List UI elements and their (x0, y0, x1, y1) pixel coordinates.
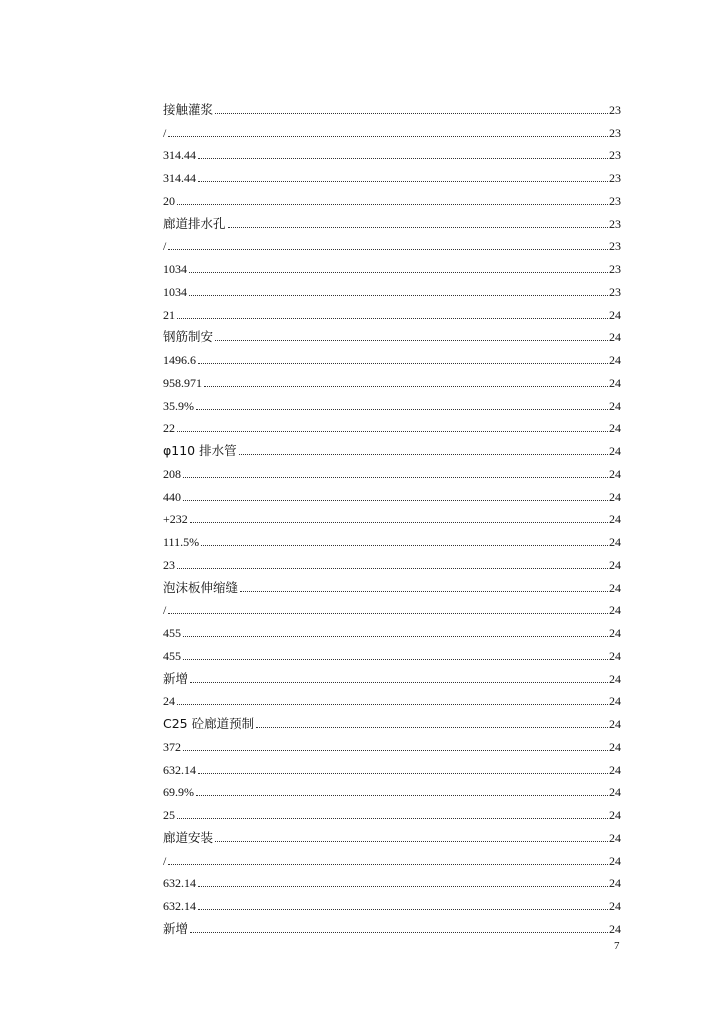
toc-entry-label: 新增 (163, 920, 189, 936)
toc-entry-label: / (163, 603, 167, 618)
toc-dot-leader (183, 500, 608, 501)
toc-entry-label: 23 (163, 557, 175, 572)
toc-dot-leader (183, 659, 608, 660)
toc-entry-page: 24 (609, 444, 621, 458)
toc-entry[interactable] (163, 140, 621, 163)
toc-entry[interactable] (163, 845, 621, 868)
toc-entry-label: 1034 (163, 284, 187, 299)
toc-entry-page: 24 (609, 489, 621, 504)
toc-entry-page: 24 (609, 307, 621, 322)
toc-dot-leader (198, 909, 608, 910)
toc-entry-label: 25 (163, 808, 175, 822)
toc-entry[interactable] (163, 322, 621, 345)
toc-entry[interactable] (163, 162, 621, 185)
toc-entry-label: 69.9% (163, 785, 194, 800)
toc-dot-leader (190, 932, 608, 933)
toc-entry[interactable] (163, 572, 621, 595)
toc-dot-leader (215, 841, 608, 842)
toc-entry-page: 23 (609, 148, 621, 163)
toc-entry-label: / (163, 125, 167, 140)
toc-entry[interactable] (163, 890, 621, 913)
toc-dot-leader (177, 568, 608, 569)
toc-entry-label: 111.5% (163, 535, 200, 549)
toc-entry[interactable] (163, 640, 621, 663)
toc-entry-page: 24 (609, 421, 621, 436)
toc-entry-page: 24 (609, 375, 621, 390)
toc-entry-label: 21 (163, 307, 175, 322)
toc-entry-page: 23 (609, 262, 621, 276)
toc-dot-leader (177, 318, 608, 319)
toc-dot-leader (215, 340, 608, 341)
toc-entry-label: 632.14 (163, 876, 196, 891)
toc-entry[interactable] (163, 231, 621, 254)
toc-dot-leader (198, 158, 608, 159)
toc-entry-page: 23 (609, 171, 621, 185)
toc-entry-label: C25 砼廊道预制 (163, 716, 255, 731)
toc-dot-leader (198, 363, 608, 364)
toc-entry[interactable] (163, 413, 621, 436)
toc-entry[interactable] (163, 799, 621, 822)
toc-entry[interactable] (163, 617, 621, 640)
toc-entry-label: 新增 (163, 670, 189, 686)
toc-entry-label: 泡沫板伸缩缝 (163, 579, 239, 595)
toc-dot-leader (177, 818, 608, 819)
toc-entry-label: 455 (163, 626, 181, 640)
toc-entry[interactable] (163, 344, 621, 367)
toc-entry-label: 314.44 (163, 171, 196, 185)
toc-dot-leader (189, 272, 608, 273)
toc-entry-page: 24 (609, 603, 621, 618)
toc-dot-leader (168, 864, 608, 865)
toc-entry[interactable] (163, 299, 621, 322)
toc-entry[interactable] (163, 822, 621, 845)
toc-dot-leader (189, 295, 608, 296)
toc-dot-leader (190, 682, 608, 683)
toc-entry-page: 24 (609, 671, 621, 686)
toc-entry-label: 22 (163, 421, 175, 436)
toc-entry-page: 24 (609, 785, 621, 800)
toc-entry[interactable] (163, 504, 621, 527)
toc-entry-label: 35.9% (163, 398, 194, 413)
toc-entry-page: 23 (609, 193, 621, 208)
toc-entry-page: 24 (609, 557, 621, 572)
toc-entry[interactable] (163, 435, 621, 458)
toc-entry-page: 23 (609, 239, 621, 254)
toc-entry-label: 20 (163, 193, 175, 208)
table-of-contents (163, 94, 621, 936)
toc-dot-leader (196, 795, 608, 796)
toc-entry-page: 24 (609, 330, 621, 345)
toc-entry[interactable] (163, 367, 621, 390)
toc-entry[interactable] (163, 458, 621, 481)
toc-dot-leader (177, 204, 608, 205)
toc-entry-page: 24 (609, 535, 621, 549)
toc-dot-leader (240, 591, 608, 592)
toc-entry-label: 钢筋制安 (163, 329, 214, 345)
toc-dot-leader (177, 704, 608, 705)
toc-entry-label: / (163, 239, 167, 254)
toc-entry-page: 24 (609, 717, 621, 731)
toc-entry-label: 1034 (163, 262, 187, 276)
toc-entry-label: φ110 排水管 (163, 443, 237, 458)
toc-entry[interactable] (163, 117, 621, 140)
toc-entry-page: 24 (609, 853, 621, 868)
toc-entry-page: 24 (609, 876, 621, 891)
toc-dot-leader (204, 386, 608, 387)
toc-entry[interactable] (163, 686, 621, 709)
toc-dot-leader (198, 181, 608, 182)
toc-dot-leader (190, 522, 608, 523)
toc-dot-leader (177, 431, 608, 432)
toc-entry[interactable] (163, 276, 621, 299)
toc-dot-leader (196, 409, 608, 410)
toc-entry-page: 24 (609, 353, 621, 367)
toc-dot-leader (168, 249, 608, 250)
toc-entry-label: 廊道排水孔 (163, 215, 226, 231)
toc-entry-page: 24 (609, 694, 621, 709)
toc-entry-label: 314.44 (163, 148, 196, 163)
toc-entry[interactable] (163, 754, 621, 777)
toc-dot-leader (239, 454, 608, 455)
toc-entry-page: 24 (609, 648, 621, 663)
toc-dot-leader (228, 227, 608, 228)
toc-entry-label: 24 (163, 694, 175, 709)
toc-dot-leader (183, 636, 608, 637)
toc-entry-label: 632.14 (163, 899, 196, 913)
toc-dot-leader (198, 886, 608, 887)
toc-entry-label: 廊道安装 (163, 829, 214, 845)
toc-entry-page: 24 (609, 466, 621, 481)
toc-dot-leader (168, 613, 608, 614)
toc-entry-label: 632.14 (163, 762, 196, 777)
toc-entry[interactable] (163, 481, 621, 504)
toc-entry-label: 958.971 (163, 375, 202, 390)
toc-dot-leader (168, 136, 608, 137)
toc-dot-leader (183, 750, 608, 751)
toc-entry-page: 23 (609, 102, 621, 117)
toc-entry[interactable] (163, 777, 621, 800)
toc-entry-page: 24 (609, 398, 621, 413)
toc-dot-leader (183, 477, 608, 478)
toc-entry[interactable] (163, 868, 621, 891)
toc-entry-page: 23 (609, 125, 621, 140)
toc-entry-page: 24 (609, 739, 621, 754)
toc-entry-label: / (163, 853, 167, 868)
toc-entry-page: 24 (609, 580, 621, 595)
toc-entry-page: 23 (609, 284, 621, 299)
toc-entry-label: 440 (163, 489, 181, 504)
toc-entry[interactable] (163, 208, 621, 231)
toc-entry-page: 24 (609, 626, 621, 640)
toc-entry-label: 372 (163, 739, 181, 754)
toc-entry[interactable] (163, 526, 621, 549)
toc-entry-label: 1496.6 (163, 353, 196, 367)
toc-entry-page: 24 (609, 808, 621, 822)
toc-entry-page: 23 (609, 216, 621, 231)
toc-entry-label: 接触灌浆 (163, 101, 214, 117)
toc-dot-leader (215, 113, 608, 114)
toc-entry[interactable] (163, 708, 621, 731)
toc-entry-page: 24 (609, 921, 621, 936)
toc-dot-leader (201, 545, 608, 546)
toc-entry[interactable] (163, 913, 621, 936)
toc-entry[interactable] (163, 595, 621, 618)
toc-dot-leader (198, 773, 608, 774)
toc-entry-label: +232 (163, 512, 188, 527)
toc-dot-leader (256, 727, 608, 728)
toc-entry[interactable] (163, 731, 621, 754)
page-number: 7 (614, 940, 620, 952)
toc-entry-label: 208 (163, 466, 181, 481)
toc-entry-page: 24 (609, 830, 621, 845)
toc-entry[interactable] (163, 549, 621, 572)
toc-entry[interactable] (163, 663, 621, 686)
toc-entry-page: 24 (609, 899, 621, 913)
toc-entry[interactable] (163, 94, 621, 117)
toc-entry[interactable] (163, 390, 621, 413)
toc-entry[interactable] (163, 253, 621, 276)
toc-entry-page: 24 (609, 762, 621, 777)
toc-entry-page: 24 (609, 512, 621, 527)
toc-entry[interactable] (163, 185, 621, 208)
toc-entry-label: 455 (163, 648, 181, 663)
